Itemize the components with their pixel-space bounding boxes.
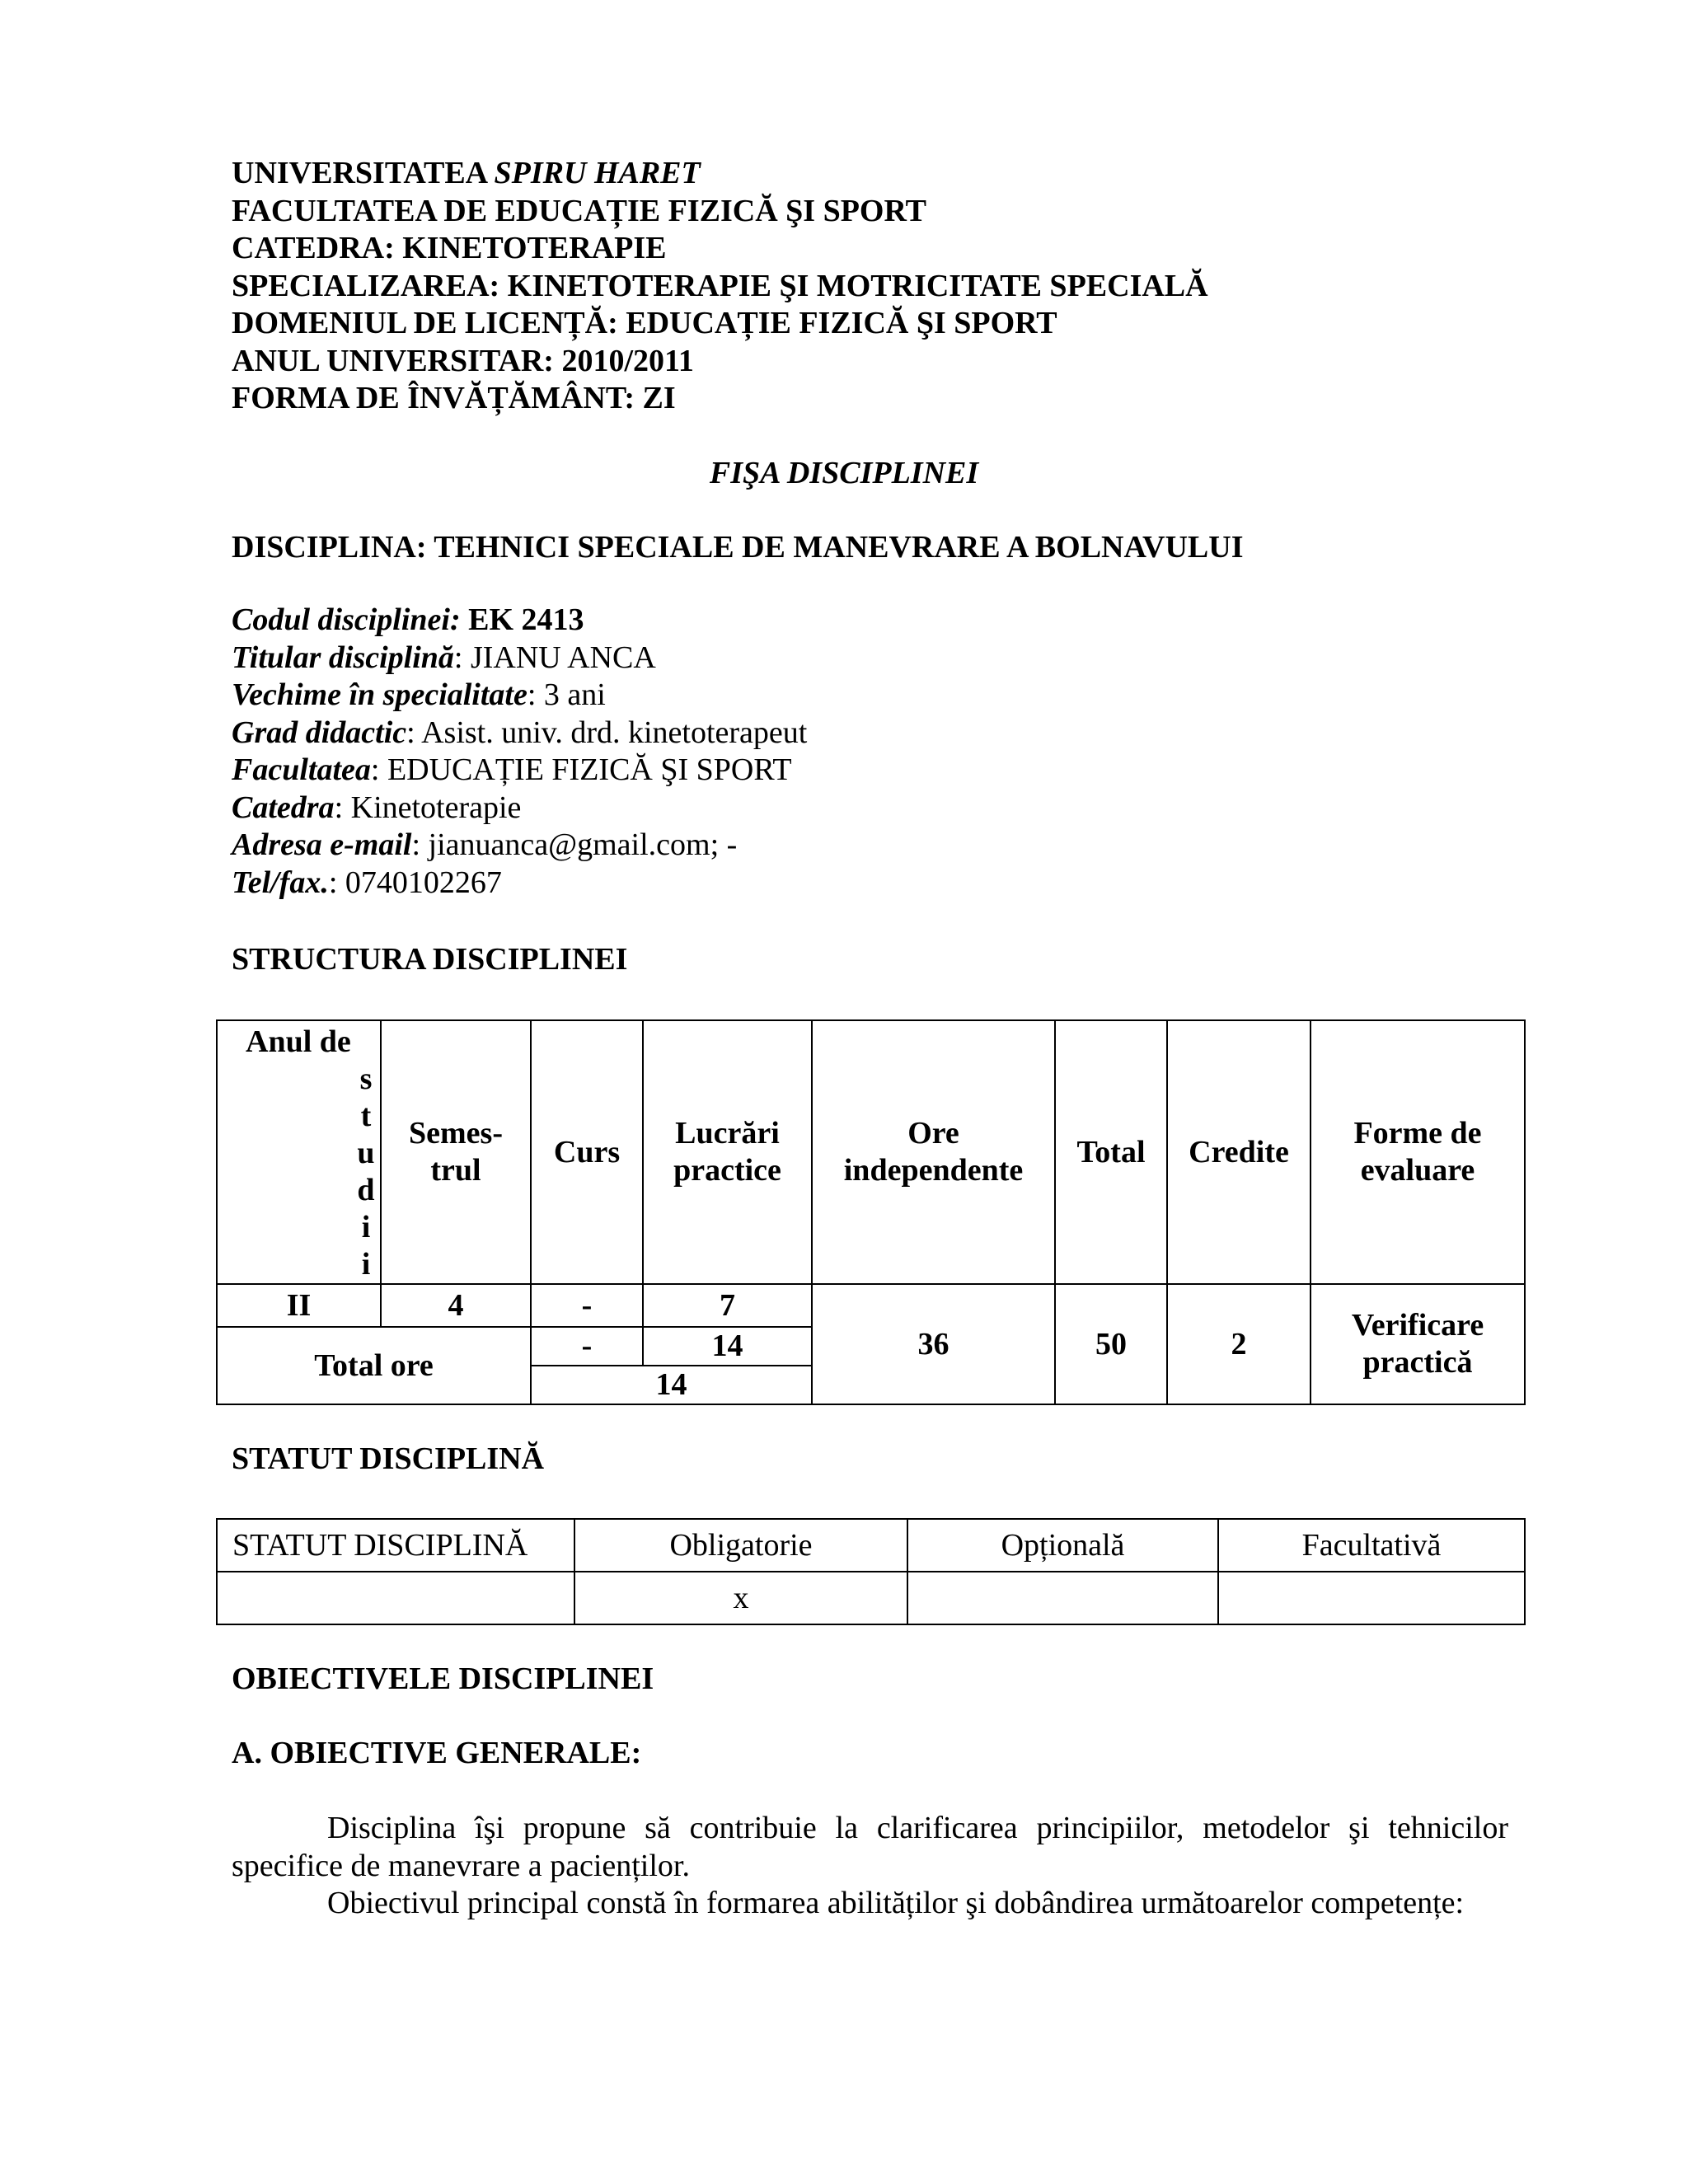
header-ore-independente: Ore independente (812, 1020, 1055, 1284)
university-name: SPIRU HARET (494, 156, 701, 190)
faculty-line: FACULTATEA DE EDUCAȚIE FIZICĂ ŞI SPORT (232, 193, 926, 228)
objectives-paragraph-2: Obiectivul principal constă în formarea abilităților şi dobândirea următoarelor competențe: (327, 1886, 1465, 1920)
cell-ore-independente: 36 (812, 1284, 1055, 1404)
general-objectives-title: A. OBIECTIVE GENERALE: (232, 1736, 642, 1770)
form-line: FORMA DE ÎNVĂȚĂMÂNT: ZI (232, 381, 676, 415)
info-holder: Titular disciplină: JIANU ANCA (232, 640, 656, 675)
document-header (232, 155, 1208, 418)
header-anul-de-studii: Anul de s t u d i i (217, 1020, 381, 1284)
status-optionala-mark (907, 1572, 1218, 1624)
info-faculty: Facultatea: EDUCAȚIE FIZICĂ ŞI SPORT (232, 752, 792, 787)
cell-curs: - (531, 1284, 643, 1327)
header-credite: Credite (1167, 1020, 1311, 1284)
header-total: Total (1055, 1020, 1167, 1284)
info-phone: Tel/fax.: 0740102267 (232, 865, 502, 900)
cell-total-lucrari: 14 (643, 1327, 812, 1366)
discipline-title: DISCIPLINA: TEHNICI SPECIALE DE MANEVRARE A BOLNAVULUI (232, 530, 1244, 565)
year-line: ANUL UNIVERSITAR: 2010/2011 (232, 343, 694, 378)
structure-section-title: STRUCTURA DISCIPLINEI (232, 942, 628, 977)
info-email: Adresa e-mail: jianuanca@gmail.com; - (232, 827, 738, 862)
header-semestrul: Semes- trul (381, 1020, 531, 1284)
cell-total-combined: 14 (531, 1366, 812, 1404)
cell-lucrari: 7 (643, 1284, 812, 1327)
cell-total: 50 (1055, 1284, 1167, 1404)
status-obligatorie-mark: x (574, 1572, 907, 1624)
status-facultativa-mark (1218, 1572, 1525, 1624)
status-optionala-header: Opțională (907, 1519, 1218, 1572)
info-code: Codul disciplinei: EK 2413 (232, 602, 584, 637)
header-forme-de-evaluare: Forme de evaluare (1311, 1020, 1525, 1284)
status-obligatorie-header: Obligatorie (574, 1519, 907, 1572)
table-row (217, 1284, 1525, 1327)
objectives-section-title: OBIECTIVELE DISCIPLINEI (232, 1661, 654, 1696)
status-section-title: STATUT DISCIPLINĂ (232, 1441, 545, 1476)
cell-total-curs: - (531, 1327, 643, 1366)
document-title: FIŞA DISCIPLINEI (709, 456, 979, 490)
anul-vertical-letters: s t u d i i (357, 1062, 375, 1282)
info-seniority: Vechime în specialitate: 3 ani (232, 677, 606, 712)
structure-table (216, 1019, 1526, 1405)
table-header-row (217, 1020, 1525, 1284)
domain-line: DOMENIUL DE LICENȚĂ: EDUCAȚIE FIZICĂ ŞI SPORT (232, 306, 1057, 340)
status-table (216, 1518, 1526, 1625)
department-line: CATEDRA: KINETOTERAPIE (232, 231, 667, 265)
info-grade: Grad didactic: Asist. univ. drd. kinetoterapeut (232, 715, 808, 750)
cell-semestrul: 4 (381, 1284, 531, 1327)
cell-anul: II (217, 1284, 381, 1327)
specialization-line: SPECIALIZAREA: KINETOTERAPIE ŞI MOTRICITATE SPECIALĂ (232, 268, 1208, 303)
header-curs: Curs (531, 1020, 643, 1284)
cell-evaluare: Verificare practică (1311, 1284, 1525, 1404)
status-label-cell: STATUT DISCIPLINĂ (217, 1519, 574, 1572)
university-line: UNIVERSITATEA SPIRU HARET (232, 156, 701, 190)
table-row (217, 1519, 1525, 1572)
cell-total-ore-label: Total ore (217, 1327, 531, 1404)
table-row (217, 1572, 1525, 1624)
objectives-paragraph-1: Disciplina îşi propune să contribuie la clarificarea principiilor, metodelor şi tehnicilor specifice de manevrare a pacienților. (232, 1811, 1508, 1883)
status-facultativa-header: Facultativă (1218, 1519, 1525, 1572)
cell-credite: 2 (1167, 1284, 1311, 1404)
objectives-text (232, 1810, 1508, 1923)
status-empty-cell (217, 1572, 574, 1624)
info-department: Catedra: Kinetoterapie (232, 790, 522, 825)
discipline-info (232, 602, 807, 902)
header-lucrari-practice: Lucrări practice (643, 1020, 812, 1284)
